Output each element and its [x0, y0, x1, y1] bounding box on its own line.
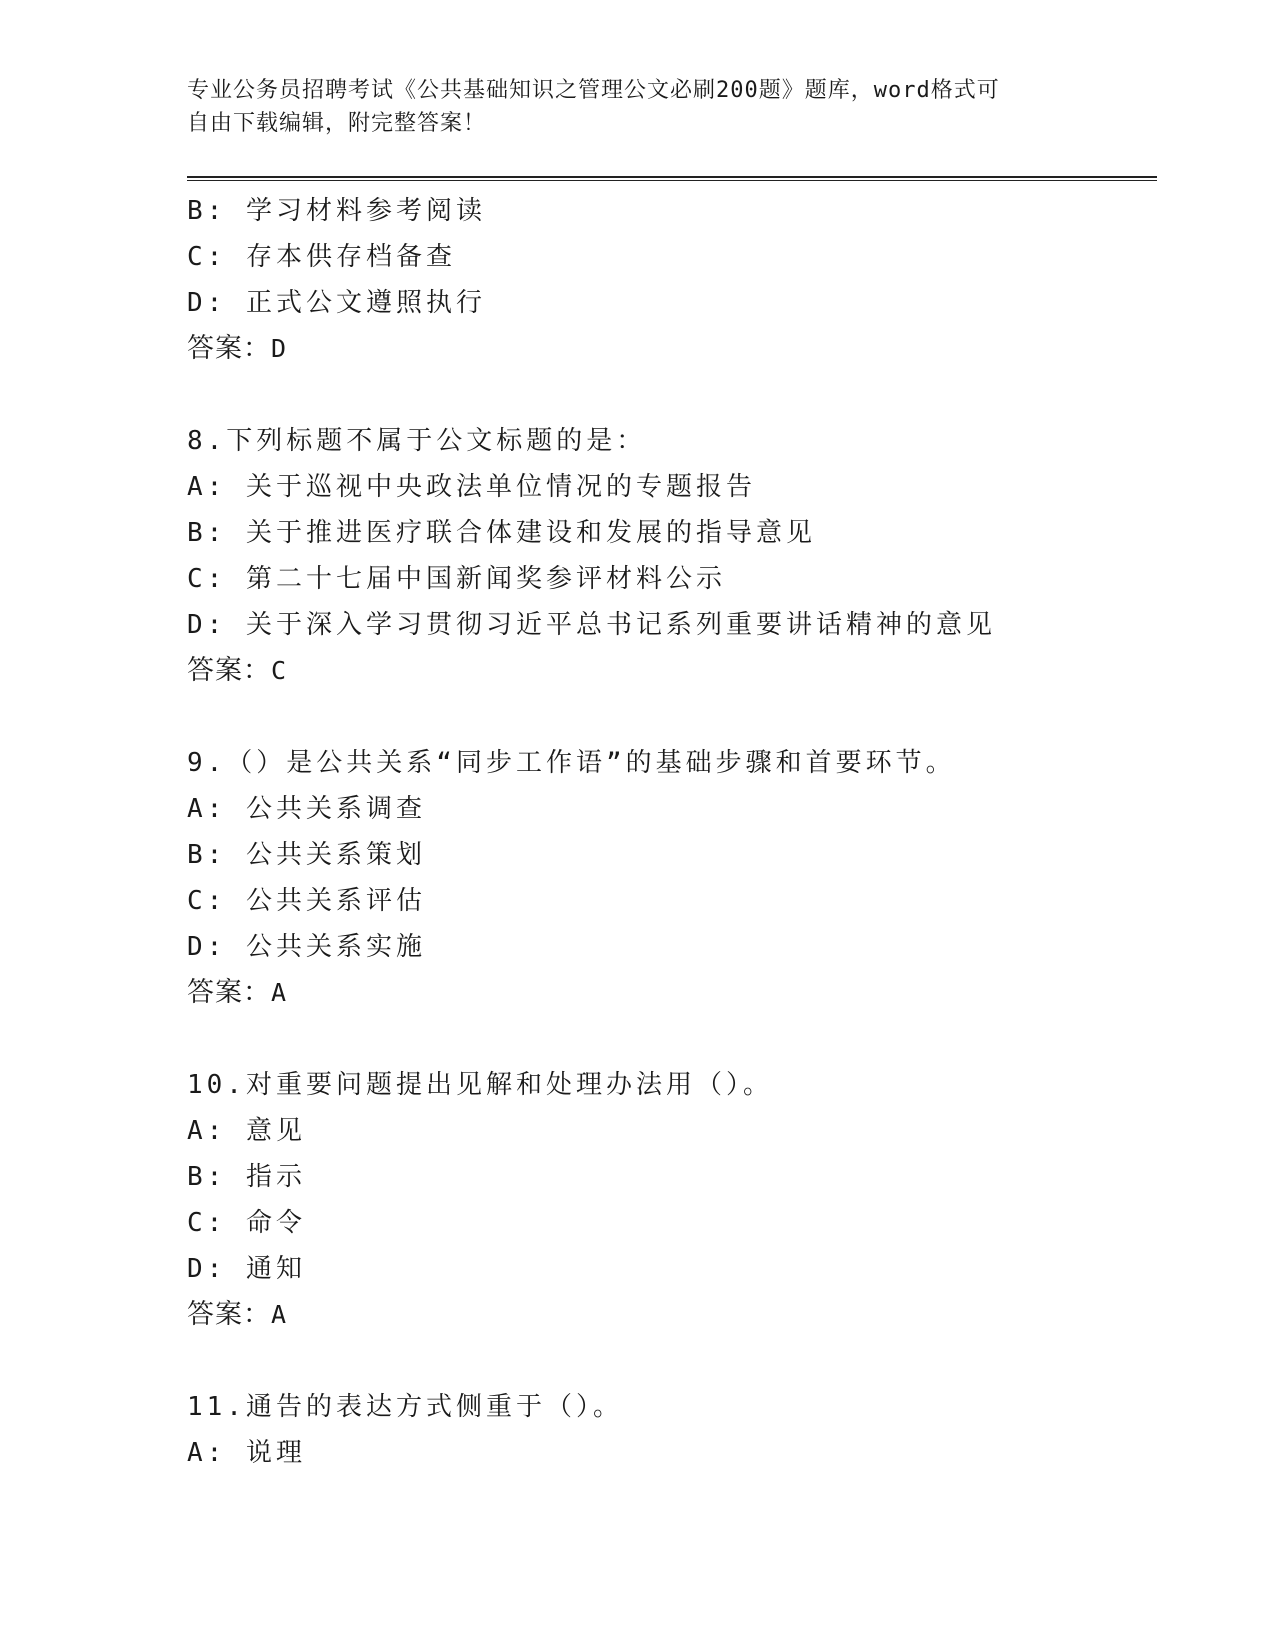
option-b: B: 公共关系策划 [187, 840, 426, 870]
option-d: D: 关于深入学习贯彻习近平总书记系列重要讲话精神的意见 [187, 610, 996, 640]
question-list [187, 188, 1157, 1476]
option-d: D: 正式公文遵照执行 [187, 288, 486, 318]
answer-line [187, 970, 1157, 1016]
question-stem: 8.下列标题不属于公文标题的是： [187, 426, 647, 456]
answer-line [187, 326, 1157, 372]
answer-value: A [271, 1300, 288, 1329]
option-d: D: 通知 [187, 1254, 306, 1284]
question-fragment [187, 188, 1157, 372]
option-b: B: 学习材料参考阅读 [187, 196, 486, 226]
option-d: D: 公共关系实施 [187, 932, 426, 962]
question-stem: 10.对重要问题提出见解和处理办法用（）。 [187, 1070, 773, 1100]
option-a: A: 关于巡视中央政法单位情况的专题报告 [187, 472, 756, 502]
option-b: B: 关于推进医疗联合体建设和发展的指导意见 [187, 518, 816, 548]
header-divider [187, 176, 1157, 181]
option-a: A: 公共关系调查 [187, 794, 426, 824]
answer-label: 答案： [187, 1299, 271, 1330]
header-line-1: 专业公务员招聘考试《公共基础知识之管理公文必刷200题》题库，word格式可 [187, 78, 1000, 103]
option-a: A: 意见 [187, 1116, 306, 1146]
question-stem: 11.通告的表达方式侧重于（）。 [187, 1392, 623, 1422]
option-c: C: 命令 [187, 1208, 306, 1238]
answer-value: C [271, 656, 288, 685]
option-c: C: 第二十七届中国新闻奖参评材料公示 [187, 564, 726, 594]
header-line-2: 自由下载编辑，附完整答案！ [187, 111, 487, 136]
answer-value: A [271, 978, 288, 1007]
question-stem: 9.（）是公共关系“同步工作语”的基础步骤和首要环节。 [187, 748, 956, 778]
answer-label: 答案： [187, 977, 271, 1008]
option-c: C: 存本供存档备查 [187, 242, 456, 272]
answer-line [187, 1292, 1157, 1338]
option-b: B: 指示 [187, 1162, 306, 1192]
answer-label: 答案： [187, 333, 271, 364]
option-a: A: 说理 [187, 1438, 306, 1468]
question-9 [187, 740, 1157, 1016]
answer-line [187, 648, 1157, 694]
question-11 [187, 1384, 1157, 1476]
document-header [187, 74, 1067, 140]
option-c: C: 公共关系评估 [187, 886, 426, 916]
answer-label: 答案： [187, 655, 271, 686]
question-10 [187, 1062, 1157, 1338]
question-8 [187, 418, 1157, 694]
answer-value: D [271, 334, 288, 363]
